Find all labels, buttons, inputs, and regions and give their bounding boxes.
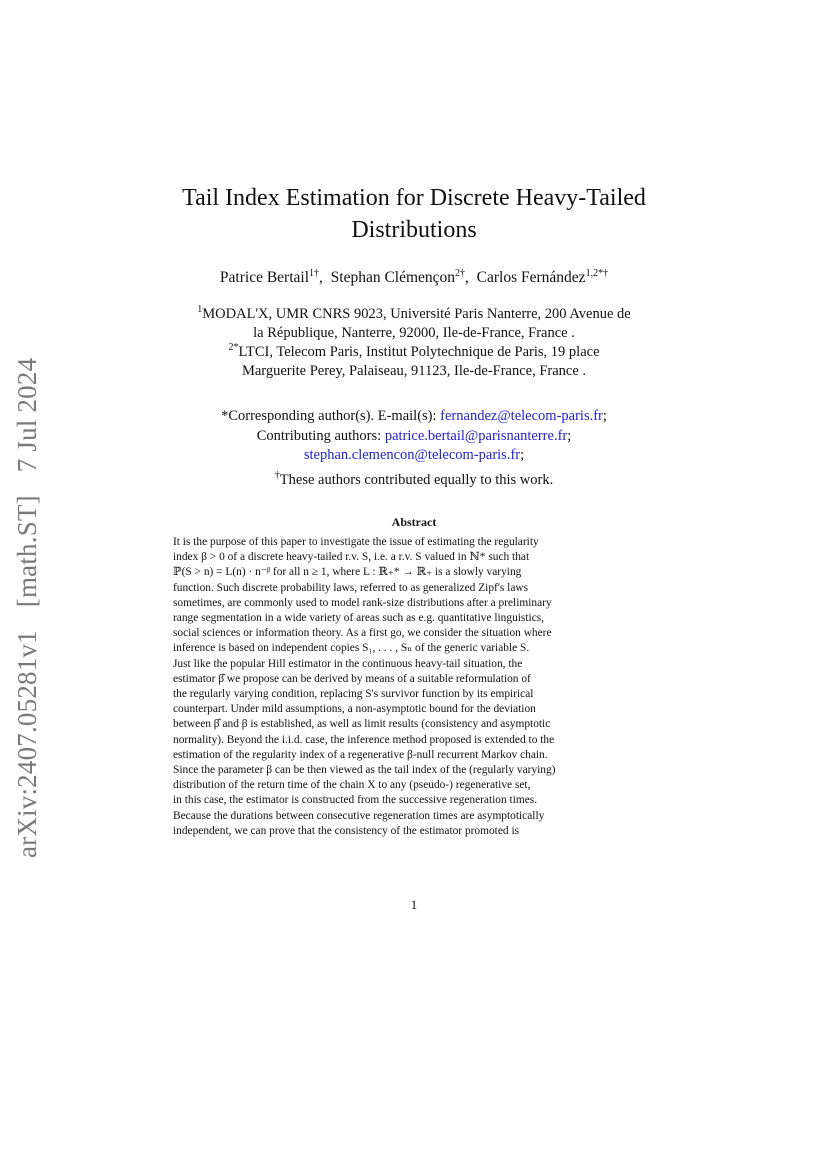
abstract-line: in this case, the estimator is constructed from the successive regeneration times. — [173, 794, 538, 807]
abstract-line: the regularly varying condition, replacing S's survivor function by its empirical — [173, 688, 534, 701]
abstract-line: independent, we can prove that the consistency of the estimator promoted is — [173, 824, 520, 837]
affiliation-2 — [130, 338, 698, 382]
contributing-label: Contributing authors: — [256, 427, 382, 444]
affiliation-text: MODAL'X, UMR CNRS 9023, Université Paris Nanterre, 200 Avenue de — [202, 305, 631, 322]
abstract-body — [173, 535, 623, 839]
abstract-line: social sciences or information theory. As a first go, we consider the situation where — [173, 627, 552, 640]
separator: ; — [520, 447, 525, 463]
arxiv-id: arXiv:2407.05281v1 — [12, 630, 42, 858]
corresponding-label: *Corresponding author(s). E-mail(s): — [221, 408, 437, 424]
contributing-email-link[interactable]: stephan.clemencon@telecom-paris.fr — [303, 447, 521, 463]
abstract-line: counterpart. Under mild assumptions, a non-asymptotic bound for the deviation — [173, 703, 536, 716]
abstract-heading: Abstract — [391, 515, 437, 529]
arxiv-category: [math.ST] — [12, 495, 42, 608]
arxiv-stamp — [12, 342, 43, 858]
affiliation-text: Marguerite Perey, Palaiseau, 91123, Ile-de-France, France . — [241, 363, 587, 380]
separator: ; — [602, 408, 607, 424]
correspondence-block — [130, 407, 698, 490]
author-marks: 1,2*† — [585, 268, 609, 279]
title-line-1: Tail Index Estimation for Discrete Heavy-Tailed — [182, 185, 646, 211]
abstract-line: estimator β̂ we propose can be derived by means of a suitable reformulation of — [173, 672, 531, 685]
equal-contribution-note: These authors contributed equally to this work. — [279, 471, 554, 488]
author-name: Patrice Bertail — [219, 269, 310, 287]
paper-title — [130, 182, 698, 246]
author-name: Stephan Clémençon — [330, 269, 456, 287]
abstract-line: Just like the popular Hill estimator in the continuous heavy-tail situation, the — [173, 657, 523, 670]
abstract-line: inference is based on independent copies S₁, . . . , Sₙ of the generic variable S. — [173, 642, 530, 655]
abstract-line: Because the durations between consecutive regeneration times are asymptotically — [173, 809, 545, 822]
corresponding-email-link[interactable]: fernandez@telecom-paris.fr — [440, 408, 603, 424]
contributing-email-link[interactable]: patrice.bertail@parisnanterre.fr — [384, 427, 568, 444]
abstract-line: distribution of the return time of the chain X to any (pseudo-) regenerative set, — [173, 779, 531, 792]
affiliation-text: la République, Nanterre, 92000, Ile-de-France, France . — [253, 325, 575, 342]
abstract-line: sometimes, are commonly used to model rank-size distributions after a preliminary — [173, 596, 552, 609]
title-line-2: Distributions — [351, 217, 477, 243]
equal-contribution-mark: † — [274, 469, 280, 481]
abstract-line: range segmentation in a wide variety of areas such as e.g. quantitative linguistics, — [173, 612, 545, 625]
author-list: Patrice Bertail$^{1\dagger}$, Stephan Clémençon$^{2\dagger}$, Carlos Fernández$^{1,2*\dagger}$ — [219, 268, 609, 287]
separator: ; — [567, 427, 572, 444]
affiliation-text: LTCI, Telecom Paris, Institut Polytechnique de Paris, 19 place — [238, 343, 600, 360]
abstract-line: index β > 0 of a discrete heavy-tailed r.v. S, i.e. a r.v. S valued in ℕ* such that — [173, 551, 530, 564]
abstract-line: between β̂ and β is established, as well as limit results (consistency and asymptotic — [173, 718, 551, 731]
arxiv-date: 7 Jul 2024 — [12, 357, 42, 473]
abstract-line: ℙ(S > n) = L(n) · n⁻ᵝ for all n ≥ 1, where L : ℝ₊* → ℝ₊ is a slowly varying — [173, 566, 522, 579]
abstract-line: It is the purpose of this paper to investigate the issue of estimating the regularity — [173, 536, 539, 548]
author-marks: 2† — [455, 268, 466, 279]
abstract-line: estimation of the regularity index of a regenerative β-null recurrent Markov chain. — [173, 748, 548, 761]
abstract-line: Since the parameter β can be then viewed as the tail index of the (regularly varying) — [173, 764, 556, 777]
abstract-line: function. Such discrete probability laws, referred to as generalized Zipf's laws — [173, 581, 529, 594]
abstract-line: normality). Beyond the i.i.d. case, the inference method proposed is extended to the — [173, 733, 555, 746]
affiliation-mark: 2* — [228, 342, 239, 353]
author-marks: 1† — [309, 268, 320, 279]
page-number: 1 — [410, 897, 418, 912]
affiliation-mark: 1 — [197, 304, 203, 315]
author-name: Carlos Fernández — [476, 269, 586, 287]
